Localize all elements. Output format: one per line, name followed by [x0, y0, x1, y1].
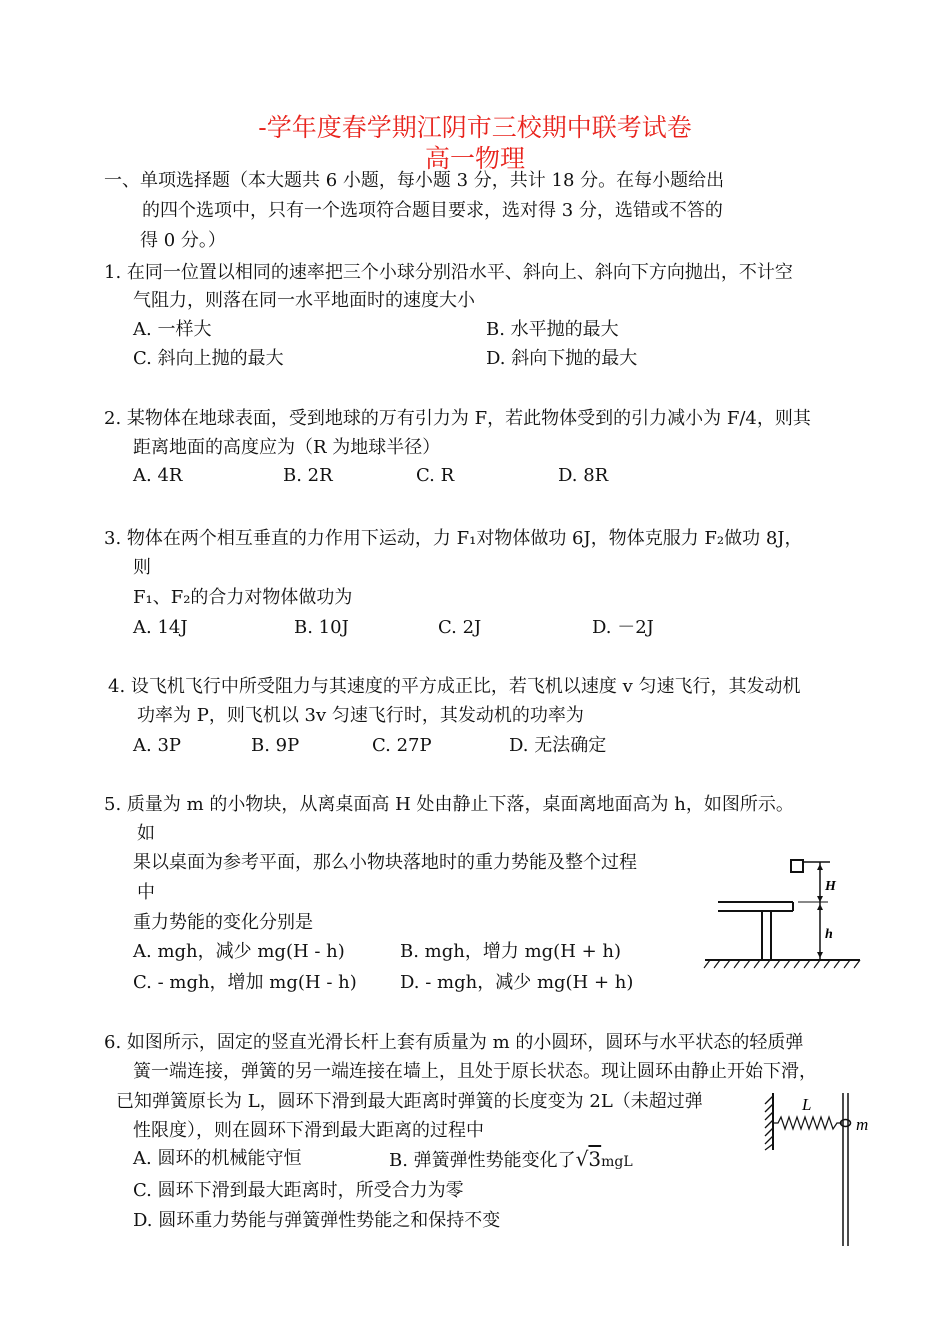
- question-6-text: 6. 如图所示，固定的竖直光滑长杆上套有质量为 m 的小圆环，圆环与水平状态的轻质弹: [104, 1032, 804, 1053]
- spring-length-label: L: [802, 1095, 812, 1114]
- table-height-diagram: [700, 852, 865, 972]
- section-header-line: 的四个选项中，只有一个选项符合题目要求，选对得 3 分，选错或不答的: [142, 200, 723, 221]
- question-5-text: 重力势能的变化分别是: [133, 912, 313, 933]
- question-5-option-d: D. - mgh，减少 mg(H + h): [400, 972, 634, 993]
- question-6-text: 已知弹簧原长为 L，圆环下滑到最大距离时弹簧的长度变为 2L（未超过弹: [116, 1091, 703, 1112]
- height-h-label: h: [825, 927, 833, 942]
- question-1-option-b: B. 水平抛的最大: [486, 319, 619, 340]
- page-subtitle: 高一物理: [424, 144, 525, 173]
- page-title: -学年度春学期江阴市三校期中联考试卷: [258, 113, 692, 142]
- sqrt-symbol: √: [575, 1147, 589, 1171]
- question-6-option-d: D. 圆环重力势能与弹簧弹性势能之和保持不变: [133, 1210, 501, 1231]
- section-header-line: 得 0 分。）: [140, 230, 226, 251]
- question-3-text: F₁、F₂的合力对物体做功为: [133, 587, 353, 608]
- question-6-option-b: [389, 1148, 633, 1173]
- question-3-option-a: A. 14J: [133, 617, 188, 638]
- question-3-text: 则: [133, 557, 151, 578]
- question-2-text: 距离地面的高度应为（R 为地球半径）: [133, 437, 441, 458]
- question-2-text: 2. 某物体在地球表面，受到地球的万有引力为 F，若此物体受到的引力减小为 F/4，则其: [104, 408, 811, 429]
- question-3-option-c: C. 2J: [438, 617, 482, 638]
- question-4-option-a: A. 3P: [133, 735, 182, 756]
- question-6-text: 性限度），则在圆环下滑到最大距离的过程中: [133, 1120, 484, 1141]
- question-4-option-d: D. 无法确定: [509, 735, 607, 756]
- question-1-option-d: D. 斜向下抛的最大: [486, 348, 638, 369]
- question-5-text: 中: [137, 882, 155, 903]
- question-1-option-a: A. 一样大: [133, 319, 212, 340]
- question-2-option-b: B. 2R: [283, 465, 333, 486]
- option-b-text: B. 弹簧弹性势能变化了: [389, 1150, 576, 1171]
- question-4-option-b: B. 9P: [251, 735, 300, 756]
- question-5-option-a: A. mgh，减少 mg(H - h): [133, 941, 345, 962]
- question-2-option-a: A. 4R: [133, 465, 183, 486]
- ring-mass-label: m: [856, 1115, 869, 1134]
- question-5-option-c: C. - mgh，增加 mg(H - h): [133, 972, 357, 993]
- question-6-option-a: A. 圆环的机械能守恒: [133, 1148, 302, 1169]
- question-4-option-c: C. 27P: [372, 735, 432, 756]
- question-4-text: 功率为 P，则飞机以 3v 匀速飞行时，其发动机的功率为: [137, 705, 584, 726]
- question-3-text: 3. 物体在两个相互垂直的力作用下运动，力 F₁对物体做功 6J，物体克服力 F₂做功 8J，: [104, 528, 803, 549]
- height-H-label: H: [825, 879, 836, 894]
- question-1-text: 气阻力，则落在同一水平地面时的速度大小: [133, 290, 475, 311]
- sqrt-radicand: 3: [588, 1147, 602, 1171]
- section-header-line: 一、单项选择题（本大题共 6 小题，每小题 3 分，共计 18 分。在每小题给出: [104, 170, 725, 191]
- question-4-text: 4. 设飞机飞行中所受阻力与其速度的平方成正比，若飞机以速度 v 匀速飞行，其发动机: [108, 676, 801, 697]
- question-6-text: 簧一端连接，弹簧的另一端连接在墙上，且处于原长状态。现让圆环由静止开始下滑，: [133, 1061, 817, 1082]
- question-5-text: 如: [137, 823, 155, 844]
- question-5-option-b: B. mgh，增力 mg(H + h): [400, 941, 622, 962]
- question-2-option-d: D. 8R: [558, 465, 609, 486]
- option-b-tail: mgL: [601, 1154, 633, 1170]
- question-1-option-c: C. 斜向上抛的最大: [133, 348, 284, 369]
- question-3-option-d: D. －2J: [592, 617, 654, 638]
- spring-ring-diagram: [760, 1088, 880, 1248]
- question-6-option-c: C. 圆环下滑到最大距离时，所受合力为零: [133, 1180, 464, 1201]
- question-3-option-b: B. 10J: [294, 617, 349, 638]
- question-2-option-c: C. R: [416, 465, 455, 486]
- question-5-text: 5. 质量为 m 的小物块，从离桌面高 H 处由静止下落，桌面离地面高为 h，如图所示。: [104, 794, 794, 815]
- question-1-text: 1. 在同一位置以相同的速率把三个小球分别沿水平、斜向上、斜向下方向抛出，不计空: [104, 262, 793, 283]
- question-5-text: 果以桌面为参考平面，那么小物块落地时的重力势能及整个过程: [133, 852, 637, 873]
